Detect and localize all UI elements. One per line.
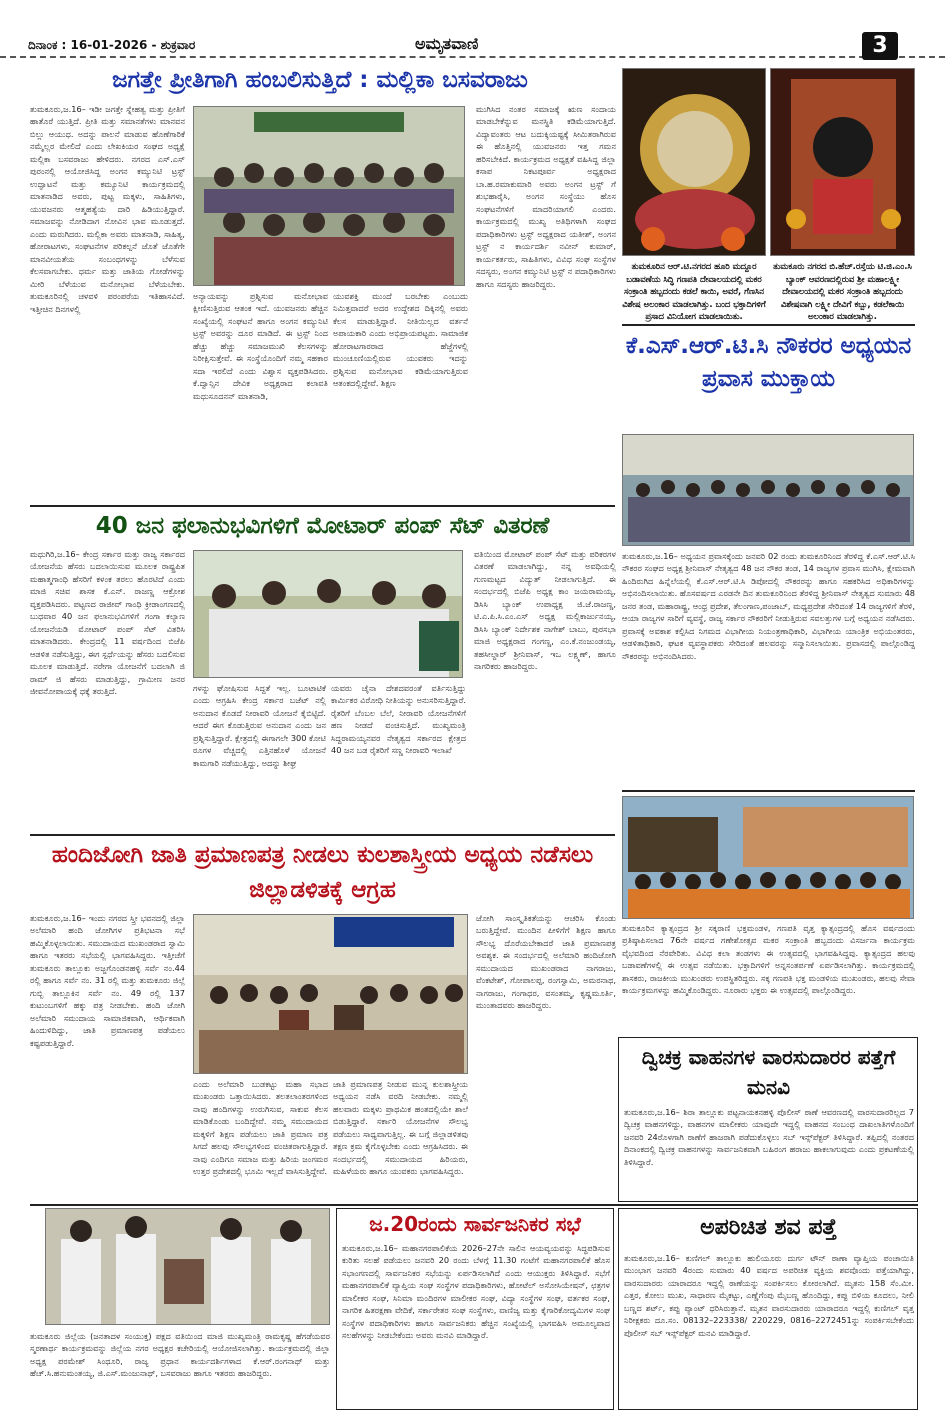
ksrtc-body: ತುಮಕೂರು,ಜ.16– ಅಧ್ಯಯನ ಪ್ರವಾಸಕ್ಕೆಂದು ಜನವರಿ 02 ರಂದು ತುಮಕೂರಿನಿಂದ ತೆರಳಿದ್ದ ಕೆ.ಎಸ್.ಆರ್.ಟಿ.ಸಿ ನೌಕರರ ಸಂಘದ ಅಧ್ಯಕ್ಷ ಶ್ರೀನಿವಾಸ್ ನೇತೃತ್ವದ 48 ಜನ ನೌಕರ ತಂಡ, 14 ರಾಜ್ಯಗಳ ಪ್ರವಾಸ ಮುಗಿಸಿ, ಕ್ಷೇಮವಾಗಿ ಹಿಂದಿರುಗಿದ ಹಿನ್ನೆಲೆಯಲ್ಲಿ ಕೆ.ಎಸ್.ಆರ್.ಟಿ.ಸಿ ಡಿಪೋದಲ್ಲಿ ನೌಕರರನ್ನು ಹಾಗೂ ಸಹಕರಿಸಿದ ಅಧಿಕಾರಿಗಳನ್ನು ಅಭಿನಂದಿಸಲಾಯಿತು. ಹೊಸವರ್ಷದ ಎರಡನೇ ದಿನ ತುಮಕೂರಿನಿಂದ ತೆರಳಿದ್ದ ಶ್ರೀನಿವಾಸ್ ನೇತೃತ್ವದ ಸುಮಾರು 48 ಜನರ ತಂಡ, ಮಹಾರಾಷ್ಟ್ರ, ಆಂಧ್ರ ಪ್ರದೇಶ, ತೆಲಂಗಾಣ,ಪಂಜಾಬ್, ಮಧ್ಯಪ್ರದೇಶ ಸೇರಿದಂತೆ 14 ರಾಜ್ಯಗಳಿಗೆ ತೆರಳಿ, ಆಯಾ ರಾಜ್ಯಗಳ ಸಾರಿಗೆ ವ್ಯವಸ್ಥೆ, ರಾಜ್ಯ ಸರ್ಕಾರ ನೌಕರರಿಗೆ ನೀಡುತ್ತಿರುವ ಸವಲತ್ತುಗಳ ಬಗ್ಗೆ ಅಧ್ಯಯನ ನಡೆಸಿದರು. ಪ್ರವಾಸಕ್ಕೆ ಅವಕಾಶ ಕಲ್ಪಿಸಿದ ನಿಗಮದ ವಿಭಾಗೀಯ ನಿಯಂತ್ರಣಾಧಿಕಾರಿ, ವಿಭಾಗೀಯ ಯಾಂತ್ರಿಕ ಅಭಿಯಂತರರು, ಆಡಳಿತಾಧಿಕಾರಿ, ಘಟಕ ವ್ಯವಸ್ಥಾಪಕರು ಸೇರಿದಂತೆ ಹಲವರನ್ನು ಸನ್ಮಾನಿಸಲಾಯಿತು. ಪ್ರವಾಸದಲ್ಲಿ ಪಾಲ್ಗೊಂಡಿದ್ದ ನೌಕರರನ್ನು ಅಭಿನಂದಿಸಿದರು. <box>622 551 915 661</box>
divider <box>30 834 615 836</box>
vehicle-body: ತುಮಕೂರು,ಜ.16– ಶಿರಾ ತಾಲ್ಲೂಕು ಪಟ್ಟನಾಯಕನಹಳ್ಳಿ ಪೊಲೀಸ್ ಠಾಣೆ ಆವರಣದಲ್ಲಿ ವಾರಸುದಾರರಿಲ್ಲದ 7 ದ್ವಿಚಕ್ರ ವಾಹನಗಳಿದ್ದು, ವಾಹನಗಳ ಮಾಲೀಕರು ಯಾವುದೇ ಇದ್ದಲ್ಲಿ ವಾಹನದ ಸಂಬಂಧ ದಾಖಲಾತಿಗಳೊಂದಿಗೆ ಜನವರಿ 24ರೊಳಗಾಗಿ ಠಾಣೆಗೆ ಹಾಜರಾಗಿ ಪಡೆದುಕೊಳ್ಳಲು ಸಬ್ ಇನ್ಸ್‌ಪೆಕ್ಟರ್ ತಿಳಿಸಿದ್ದಾರೆ. ತಪ್ಪಿದಲ್ಲಿ ನಂತರದ ದಿನಾಂಕದಲ್ಲಿ ದ್ವಿಚಕ್ರ ವಾಹನಗಳನ್ನು ಸಾರ್ವಜನಿಕವಾಗಿ ಬಹಿರಂಗ ಹರಾಜು ಹಾಕಲಾಗುವುದು ಎಂದು ಪ್ರಕಟಣೆಯಲ್ಲಿ ತಿಳಿಸಿದ್ದಾರೆ. <box>624 1107 914 1167</box>
story3-headline: ಹಂದಿಜೋಗಿ ಜಾತಿ ಪ್ರಮಾಣಪತ್ರ ನೀಡಲು ಕುಲಶಾಸ್ತ್ರೀಯ ಅಧ್ಯಯ ನಡೆಸಲು ಜಿಲ್ಲಾಡಳಿತಕ್ಕೆ ಆಗ್ರಹ <box>51 842 594 903</box>
story2-col3: ಗಳನ್ನು ಘೋಷಿಸುವ ಸಿದ್ದತೆ ಇಲ್ಲ. ಬೂಟಾಟಿಕೆ ಎಂದು ಆಗ್ರಹಿಸಿ ಕೇಂದ್ರ ಸರ್ಕಾರ ಬಜೆಟ್ ನಲ್ಲಿ ಅನುದಾನ ಕೊಡದೆ ನೀರಾವರಿ ಯೋಜನೆ ಕೈಬಿಟ್ಟಿದೆ. ಆದರೆ ಈಗ ಕೊಡುತ್ತಿರುವ ಅನುದಾನ ಎಂದು ಜನ ಪ್ರಶ್ನಿಸುತ್ತಿದ್ದಾರೆ. ಕ್ಷೇತ್ರದಲ್ಲಿ ಈಗಾಗಲೇ 300 ಕೋಟಿ ರೂಗಳ ವೆಚ್ಚದಲ್ಲಿ ಎತ್ತಿನಹೊಳೆ ಯೋಜನೆ ಕಾಮಗಾರಿ ನಡೆಯುತ್ತಿದ್ದು, ಅದನ್ನು ಶೀಘ್ರ <box>193 683 326 768</box>
group-photo-icon <box>194 107 465 286</box>
ksrtc-headline: ಕೆ.ಎಸ್.ಆರ್.ಟಿ.ಸಿ ನೌಕರರ ಅಧ್ಯಯನ ಪ್ರವಾಸ ಮುಕ್ತಾಯ <box>625 333 912 393</box>
shava-body: ತುಮಕೂರು,ಜ.16– ಕುಣಿಗಲ್ ತಾಲ್ಲೂಕು ಹುಲಿಯೂರು ದುರ್ಗ ಟೌನ್ ಠಾಣಾ ವ್ಯಾಪ್ತಿಯ ಪಂಚಾಯಿತಿ ಮುಂಭಾಗ ಜನವರಿ 4ರಂದು ಸುಮಾರು 40 ವರ್ಷದ ಅಪರಿಚಿತ ವ್ಯಕ್ತಿಯ ಶವವೊಂದು ಪತ್ತೆಯಾಗಿದ್ದು, ವಾರಸುದಾರರು ಯಾರಾದರೂ ಇದ್ದಲ್ಲಿ ಠಾಣೆಯನ್ನು ಸಂಪರ್ಕಿಸಲು ಕೋರಲಾಗಿದೆ. ಮೃತನು 158 ಸೆಂ.ಮೀ. ಎತ್ತರ, ಕೋಲು ಮುಖ, ಸಾಧಾರಣ ಮೈಕಟ್ಟು, ಎಣ್ಣೆಗೆಂಪು ಮೈಬಣ್ಣ ಹೊಂದಿದ್ದು, ಕಪ್ಪು ಬಿಳಿಯ ಕೂದಲು, ನೀಲಿ ಬಣ್ಣದ ಶರ್ಟ್, ಕಪ್ಪು ಪ್ಯಾಂಟ್ ಧರಿಸಿರುತ್ತಾನೆ. ಮೃತನ ವಾರಸುದಾರರು ಯಾರಾದರೂ ಇದ್ದಲ್ಲಿ ಕುಣಿಗಲ್ ವೃತ್ತ ನಿರೀಕ್ಷಕರು ದೂ.ಸಂ. 08132–223338/ 220229, 0816–2272451ನ್ನು ಸಂಪರ್ಕಿಸಬೇಕೆಂದು ಪೊಲೀಸ್ ಸಬ್ ಇನ್ಸ್‌ಪೆಕ್ಟರ್ ಮನವಿ ಮಾಡಿದ್ದಾರೆ. <box>624 1253 914 1338</box>
ganesha-idol-icon <box>623 69 766 256</box>
story2-col4: ಯವರು ಚೈನಾ ದೇಶದವರಂತೆ ವರ್ತಿಸುತ್ತಿದ್ದು ಕಾರ್ಮಿಕರ ವಿರೋಧಿ ನೀತಿಯನ್ನು ಅನುಸರಿಸುತ್ತಿದ್ದಾರೆ. ರೈತರಿಗೆ ಬೆಂಬಲ ಬೆಲೆ, ನೀರಾವರಿ ಯೋಜನೆಗಳಿಗೆ ಹಣ ನೀಡದೆ ವಂಚಿಸುತ್ತಿದೆ. ಮುಖ್ಯಮಂತ್ರಿ ಸಿದ್ದರಾಮಯ್ಯನವರ ನೇತೃತ್ವದ ಸರ್ಕಾರದ ಕ್ಷೇತ್ರದ 40 ಜನ ಬಡ ರೈತರಿಗೆ ಸಣ್ಣ ನೀರಾವರಿ ಇಲಾಖೆ <box>331 683 466 756</box>
story3-photo <box>193 914 468 1074</box>
community-meeting-icon <box>194 915 468 1074</box>
divider <box>622 790 915 792</box>
story2-col5: ವತಿಯಿಂದ ಮೋಟಾರ್ ಪಂಪ್ ಸೆಟ್ ಮತ್ತು ಪರಿಕರಗಳ ವಿತರಣೆ ಮಾಡಲಾಗಿದ್ದು, ನನ್ನ ಅವಧಿಯಲ್ಲಿ ಗುಣಮಟ್ಟದ ವಿದ್ಯುತ್ ನೀಡಲಾಗುತ್ತಿದೆ. ಈ ಸಂದರ್ಭದಲ್ಲಿ ಬಿಜೆಪಿ ಅಧ್ಯಕ್ಷ ಕಾಂ ಜಯರಾಮಯ್ಯ, ಡಿಸಿಸಿ ಬ್ಯಾಂಕ್ ಉಪಾಧ್ಯಕ್ಷ ಜಿ.ಜೆ.ರಾಜಣ್ಣ, ಟಿ.ಎ.ಪಿ.ಸಿ.ಎಂ.ಎಸ್ ಅಧ್ಯಕ್ಷ ಮಲ್ಲಿಕಾರ್ಜುನಯ್ಯ, ಡಿಸಿಸಿ ಬ್ಯಾಂಕ್ ನಿರ್ದೇಶಕ ನಾಗೇಶ್ ಬಾಬು, ಪುರಸಭಾ ಮಾಜಿ ಅಧ್ಯಕ್ಷರಾದ ಗಂಗಣ್ಣ, ಎಂ.ಕೆ.ನಂಜುಂಡಯ್ಯ, ತಹಸೀಲ್ದಾರ್ ಶ್ರೀನಿವಾಸ್, ಇಒ ಲಕ್ಷ್ಮಣ್, ಹಾಗೂ ನಾಗರಿಕರು ಹಾಜರಿದ್ದರು. <box>474 549 616 672</box>
story3-col3: ಎಂದು ಅಲೆಮಾರಿ ಬುಡಕಟ್ಟು ಮಹಾ ಸಭಾದ ಮುಖಂಡರು ಒತ್ತಾಯಿಸಿದರು. ತಲತಲಾಂತರಗಳಿಂದ ನಾವು ಹಂದಿಗಳನ್ನು ಉರುಗಿಸುವ, ಸಾಕುವ ಕೆಲಸ ಮಾಡಿಕೊಂಡು ಬಂದಿದ್ದೇವೆ. ನಮ್ಮ ಸಮುದಾಯದ ಮಕ್ಕಳಿಗೆ ಶಿಕ್ಷಣ ಪಡೆಯಲು ಜಾತಿ ಪ್ರಮಾಣ ಪತ್ರ ಸಿಗದೆ ಹಲವು ಸೌಲಭ್ಯಗಳಿಂದ ವಂಚಿತರಾಗುತ್ತಿದ್ದಾರೆ. ನಾವು ಎಂದಿಗೂ ಸಮಾಜ ಮತ್ತು ಹಿರಿಯ ಜಂಗಮರ ಉತ್ತರ ಪ್ರದೇಶದಲ್ಲಿ ಭೂಮಿ ಇಲ್ಲದೆ ವಾಸಿಸುತ್ತಿದ್ದೇವೆ. <box>193 1079 328 1177</box>
lakshmi-photo-caption: ತುಮಕೂರು ನಗರದ ಬಿ.ಹೆಚ್.ರಸ್ತೆಯ ಟಿ.ಜಿ.ಎಂ.ಸಿ ಬ್ಯಾಂಕ್ ಆವರಣದಲ್ಲಿರುವ ಶ್ರೀ ಮಹಾಲಕ್ಷ್ಮೀ ದೇವಾಲಯದಲ್ಲಿ ಮಕರ ಸಂಕ್ರಾಂತಿ ಹಬ್ಬದಂದು ವಿಶೇಷವಾಗಿ ಲಕ್ಷ್ಮೀ ದೇವಿಗೆ ಕಬ್ಬು, ಕಡಲೆಕಾಯಿ ಅಲಂಕಾರ ಮಾಡಲಾಗಿತ್ತು. <box>773 261 912 322</box>
story3-col5: ಜೋಗಿ ಸಾಂಸ್ಕೃತಿಕತೆಯನ್ನು ಆಚರಿಸಿ ಕೊಂಡು ಬರುತ್ತಿದ್ದೇವೆ. ಮುಂದಿನ ಪೀಳಿಗೆಗೆ ಶಿಕ್ಷಣ ಹಾಗೂ ಸೌಲಭ್ಯ ದೊರೆಯಬೇಕಾದರೆ ಜಾತಿ ಪ್ರಮಾಣಪತ್ರ ಅವಶ್ಯಕ. ಈ ಸಂದರ್ಭದಲ್ಲಿ ಅಲೆಮಾರಿ ಹಂದಿಜೋಗಿ ಸಮುದಾಯದ ಮುಖಂಡರಾದ ನಾಗರಾಜು, ವೆಂಕಟೇಶ್, ಗೋಪಾಲಪ್ಪ, ರಂಗಸ್ವಾಮಿ, ಅಮರನಾಥ, ನಾಗರಾಜು, ಗಂಗಾಧರ, ವಸಂತಮ್ಮ, ಕೃಷ್ಣಮೂರ್ತಿ, ಮುಂತಾದವರು ಹಾಜರಿದ್ದರು. <box>476 913 616 1011</box>
group-photo-icon <box>623 435 914 546</box>
shava-headline: ಅಪರಿಚಿತ ಶವ ಪತ್ತೆ <box>700 1215 837 1240</box>
procession-caption: ತುಮಕೂರಿನ ಕ್ಯಾತ್ಸಂದ್ರದ ಶ್ರೀ ಸಕ್ಕರಾಣಿ ಭಕ್ತಮಂಡಳ, ಗಣಪತಿ ವೃತ್ತ ಕ್ಯಾತ್ಸಂದ್ರದಲ್ಲಿ ಹೊಸ ವರ್ಷದಂದು ಪ್ರತಿಷ್ಠಾಪಿಸಲಾದ 76ನೇ ವರ್ಷದ ಗಣೇಶೋತ್ಸವ ಮಕರ ಸಂಕ್ರಾಂತಿ ಹಬ್ಬದಂದು ವಿಸರ್ಜನಾ ಕಾರ್ಯಕ್ರಮ ವೈಭವದಿಂದ ನೆರವೇರಿತು. ವಿವಿಧ ಕಲಾ ತಂಡಗಳು ಈ ಉತ್ಸವದಲ್ಲಿ ಭಾಗವಹಿಸಿದ್ದವು. ಕ್ಯಾತ್ಸಂದ್ರದ ಹಲವು ಬಡಾವಣೆಗಳಲ್ಲಿ ಈ ಉತ್ಸವ ನಡೆಯಿತು. ಭಕ್ತಾದಿಗಳಿಗೆ ಅನ್ನಸಂತರ್ಪಣೆ ಏರ್ಪಡಿಸಲಾಗಿತ್ತು. ಕಾರ್ಯಕ್ರಮದಲ್ಲಿ ಶಾಸಕರು, ರಾಜಕೀಯ ಮುಖಂಡರು ಉಪಸ್ಥಿತರಿದ್ದರು. ಸಕ್ಕ ಗಣಪತಿ ಭಕ್ತ ಮಂಡಳಿಯ ಮುಖಂಡರು, ಹಲವು ಸೇವಾ ಕಾರ್ಯಕ್ರಮಗಳನ್ನು ಹಮ್ಮಿಕೊಂಡಿದ್ದರು. ನೂರಾರು ಭಕ್ತರು ಈ ಉತ್ಸವದಲ್ಲಿ ಪಾಲ್ಗೊಂಡಿದ್ದರು. <box>622 923 915 996</box>
story1-col4: ಯುವಶಕ್ತಿ ಮುಂದೆ ಬರಬೇಕು ಎಂಬುದು ನಿಮಿತ್ತವಾದರೆ ಅದರ ಉದ್ದೇಶದ ದಿಕ್ಕಿನಲ್ಲಿ ಅವರು ಕೆಲಸ ಮಾಡುತ್ತಿದ್ದಾರೆ. ನೀತಿಯಿಲ್ಲದ ವರ್ತನೆ ಅಪಾಯಕಾರಿ ಎಂದು ಅಭಿಪ್ರಾಯಪಟ್ಟರು. ಸಾಮಾಜಿಕ ಹೋರಾಟಗಾರರಾದ ಹೆಜ್ಜೆಗಳಲ್ಲಿ ಮುಂಚೂಣಿಯಲ್ಲಿರುವ ಯುವಕರು ಇದನ್ನು ಪ್ರಶ್ನಿಸುವ ಮನೋಭಾವ ಕಡಿಮೆಯಾಗುತ್ತಿರುವ ಆತಂಕದಲ್ಲಿದ್ದೇವೆ. ಶಿಕ್ಷಣ <box>333 291 468 389</box>
story1-col1: ತುಮಕೂರು,ಜ.16– ಇಡೀ ಜಗತ್ತೇ ಸ್ನೇಹತ್ವ ಮತ್ತು ಪ್ರೀತಿಗೆ ಹಾತೊರೆ ಯುತ್ತಿದೆ. ಪ್ರೀತಿ ಮತ್ತು ಸಮಾನತೆಗಳು ಮಾನವನ ಬಿಲ್ಲು ಆಯುಧ. ಅದನ್ನು ಪಾಲನೆ ಮಾಡುವ ಹೊಣೆಗಾರಿಕೆ ನಮ್ಮೆಲ್ಲರ ಮೇಲಿದೆ ಎಂದು ಲೇಖಕಿಯರ ಸಂಘದ ಅಧ್ಯಕ್ಷೆ ಮಲ್ಲಿಕಾ ಬಸವರಾಜು ಹೇಳಿದರು. ನಗರದ ಎಸ್.ಎಸ್ ಪುರಂನಲ್ಲಿ ಆಯೋಜಿಸಿದ್ದ ಅಂಗನ ಕಮ್ಯುನಿಟಿ ಟ್ರಸ್ಟ್ ಉದ್ಘಾಟನೆ ಮತ್ತು ಕಮ್ಯೂನಿಟಿ ಕಾರ್ಯಕ್ರಮದಲ್ಲಿ ಮಾತನಾಡಿದ ಅವರು, ಪುಟ್ಟ ಮಕ್ಕಳು, ಸಾಹಿತಿಗಳು, ಯುವಜನರು ಆತ್ಮಹತ್ಯೆಯ ದಾರಿ ಹಿಡಿಯುತ್ತಿದ್ದಾರೆ. ಸಮಾಜವನ್ನು ನೋಡಿದಾಗ ನೋವಿನ ಭಾವ ಮೂಡುತ್ತದೆ. ಎಂದು ಮರುಗಿದರು. ಮಲ್ಲಿಕಾ ಅವರು ಮಾತನಾಡಿ, ಸಾಹಿತ್ಯ, ಹೋರಾಟಗಳು, ಸಂಘಟನೆಗಳ ಪರಿಕಲ್ಪನೆ ಜೊತೆ ಜೊತೆಗೇ ಮಾನವೀಯತೆಯ ಸಂಬಂಧಗಳನ್ನು ಬೆಳೆಸುವ ಕೆಲಸವಾಗಬೇಕು. ಧರ್ಮ ಮತ್ತು ಜಾತಿಯ ಗೋಡೆಗಳನ್ನು ಮೀರಿ ಬೆಳೆಯುವ ಮನೋಭಾವ ಬೆಳೆಯಬೇಕು. ತುಮಕೂರಿನಲ್ಲಿ ಚಳವಳಿ ಪರಂಪರೆಯ ಇತಿಹಾಸವಿದೆ. ಇತ್ತೀಚಿನ ದಿನಗಳಲ್ಲಿ <box>30 104 185 314</box>
story1-col5: ಮುಗಿಸಿದ ನಂತರ ಸಮಾಜಕ್ಕೆ ಋಣ ಸಂದಾಯ ಮಾಡಬೇಕೆನ್ನುವ ಮನಸ್ಥಿತಿ ಕಡಿಮೆಯಾಗುತ್ತಿದೆ. ವಿದ್ಯಾವಂತರು ಆಟ ಬದುಕ್ಕಿಯಷ್ಟಕ್ಕೆ ಸೀಮಿತರಾಗಿರುವ ಈ ಹೊತ್ತಿನಲ್ಲಿ ಯುವಜನರು ಇತ್ತ ಗಮನ ಹರಿಸಬೇಕಿದೆ. ಕಾರ್ಯಕ್ರಮದ ಅಧ್ಯಕ್ಷತೆ ವಹಿಸಿದ್ದ ಜಿಲ್ಲಾ ಕಸಾಪ ನಿಕಟಪೂರ್ವ ಅಧ್ಯಕ್ಷರಾದ ಬಾ.ಹ.ರಮಾಕುಮಾರಿ ಅವರು ಅಂಗನ ಟ್ರಸ್ಟ್ ಗೆ ಶುಭಹಾರೈಸಿ, ಅಂಗನ ಸಂಸ್ಥೆಯು ಹೊಸ ಸಂಘಟನೆಗಳಿಗೆ ಮಾದರಿಯಾಗಲಿ ಎಂದರು. ಕಾರ್ಯಕ್ರಮದಲ್ಲಿ ಮುಖ್ಯ ಅತಿಥಿಗಳಾಗಿ ಸಂಘದ ಪದಾಧಿಕಾರಿಗಳು ಟ್ರಸ್ಟ್ ಅಧ್ಯಕ್ಷರಾದ ಯತೀಶ್, ಅಂಗನ ಟ್ರಸ್ಟ್ ನ ಕಾರ್ಯದರ್ಶಿ ನವೀನ್ ಕುಮಾರ್, ಕಾರ್ಯಕರ್ತರು, ಸಾಹಿತಿಗಳು, ವಿವಿಧ ಸಂಘ ಸಂಸ್ಥೆಗಳ ಸದಸ್ಯರು, ಅಂಗನ ಕಮ್ಯುನಿಟಿ ಟ್ರಸ್ಟ್ ನ ಪದಾಧಿಕಾರಿಗಳು ಹಾಗೂ ಸದಸ್ಯರು ಹಾಜರಿದ್ದರು. <box>476 104 616 289</box>
divider <box>30 1204 918 1206</box>
page-header <box>0 0 945 58</box>
ganesha-photo-caption: ತುಮಕೂರಿನ ಆರ್.ಟಿ.ನಗರದ ಹೂರಿ ಮದ್ದೂರ ಬಡಾವಣೆಯ ಸಿದ್ಧಿ ಗಣಪತಿ ದೇವಾಲಯದಲ್ಲಿ ಮಕರ ಸಂಕ್ರಾಂತಿ ಹಬ್ಬದಂದು ಕಡಲೆ ಕಾಯಿ, ಅವರೆ, ಗೆಣಸಿನ ವಿಶೇಷ ಅಲಂಕಾರ ಮಾಡಲಾಗಿತ್ತು. ಬಂದ ಭಕ್ತಾದಿಗಳಿಗೆ ಪ್ರಸಾದ ವಿನಿಯೋಗ ಮಾಡಲಾಯಿತು. <box>622 261 766 322</box>
tribute-photo-icon <box>46 1209 330 1325</box>
masthead: ಅಮೃತವಾಣಿ <box>415 34 479 53</box>
sabha-body: ತುಮಕೂರು,ಜ.16– ಮಹಾನಗರಪಾಲಿಕೆಯ 2026–27ನೇ ಸಾಲಿನ ಆಯವ್ಯಯವನ್ನು ಸಿದ್ಧಪಡಿಸುವ ಕುರಿತು ಸಲಹೆ ಪಡೆಯಲು ಜನವರಿ 20 ರಂದು ಬೆಳಗ್ಗೆ 11.30 ಗಂಟೆಗೆ ಮಹಾನಗರಪಾಲಿಕೆ ಹೊಸ ಸಭಾಂಗಣದಲ್ಲಿ ಸಾರ್ವಜನಿಕರ ಸಭೆಯನ್ನು ಏರ್ಪಡಿಸಲಾಗಿದೆ ಎಂದು ಆಯುಕ್ತರು ತಿಳಿಸಿದ್ದಾರೆ. ಸಭೆಗೆ ಮಹಾನಗರಪಾಲಿಕೆ ವ್ಯಾಪ್ತಿಯ ಸಂಘ ಸಂಸ್ಥೆಗಳ ಪದಾಧಿಕಾರಿಗಳು, ಹೋಟೆಲ್ ಅಸೋಸಿಯೇಷನ್, ಛತ್ರಗಳ ಮಾಲೀಕರ ಸಂಘ, ಸಿನಿಮಾ ಮಂದಿರಗಳ ಮಾಲೀಕರ ಸಂಘ, ವಿದ್ಯಾ ಸಂಸ್ಥೆಗಳ ಸಂಘ, ವರ್ತಕರ ಸಂಘ, ನಾಗರಿಕ ಹಿತರಕ್ಷಣಾ ವೇದಿಕೆ, ಸರ್ಕಾರೇತರ ಸಂಘ ಸಂಸ್ಥೆಗಳು, ವಾಣಿಜ್ಯ ಮತ್ತು ಕೈಗಾರಿಕೋದ್ಯಮಿಗಳ ಸಂಘ ಸಂಸ್ಥೆಗಳ ಪದಾಧಿಕಾರಿಗಳು ಹಾಗೂ ಸಾರ್ವಜನಿಕರು ಹೆಚ್ಚಿನ ಸಂಖ್ಯೆಯಲ್ಲಿ ಭಾಗವಹಿಸಿ ಅಮೂಲ್ಯವಾದ ಸಲಹೆಗಳನ್ನು ನೀಡಬೇಕೆಂದು ಅವರು ಮನವಿ ಮಾಡಿದ್ದಾರೆ. <box>342 1243 610 1341</box>
festival-procession-icon <box>623 797 914 919</box>
divider <box>622 324 915 326</box>
ksrtc-photo <box>622 434 914 546</box>
story3-col4: ಜಾತಿ ಪ್ರಮಾಣಪತ್ರ ನೀಡುವ ಮುನ್ನ ಕುಲಶಾಸ್ತ್ರೀಯ ಅಧ್ಯಯನ ನಡೆಸಿ ವರದಿ ನೀಡಬೇಕು. ನಮ್ಮಲ್ಲಿ ಹಲವಾರು ಮಕ್ಕಳು ಪ್ರಾಥಮಿಕ ಹಂತದಲ್ಲಿಯೇ ಶಾಲೆ ಬಿಡುತ್ತಿದ್ದಾರೆ. ಸರ್ಕಾರಿ ಯೋಜನೆಗಳ ಸೌಲಭ್ಯ ಪಡೆಯಲು ಸಾಧ್ಯವಾಗುತ್ತಿಲ್ಲ. ಈ ಬಗ್ಗೆ ಜಿಲ್ಲಾಡಳಿತವು ತಕ್ಷಣ ಕ್ರಮ ಕೈಗೊಳ್ಳಬೇಕು ಎಂದು ಆಗ್ರಹಿಸಿದರು. ಈ ಸಂದರ್ಭದಲ್ಲಿ ಸಮುದಾಯದ ಹಿರಿಯರು, ಮಹಿಳೆಯರು ಹಾಗೂ ಯುವಕರು ಭಾಗವಹಿಸಿದ್ದರು. <box>333 1079 468 1177</box>
story2-headline: 40 ಜನ ಫಲಾನುಭವಿಗಳಿಗೆ ಮೋಟಾರ್ ಪಂಪ್ ಸೆಟ್ ವಿತರಣೆ <box>95 513 550 539</box>
procession-photo <box>622 796 914 919</box>
page-number: 3 <box>862 32 898 60</box>
story2-col1: ಮಧುಗಿರಿ,ಜ.16– ಕೇಂದ್ರ ಸರ್ಕಾರ ಮತ್ತು ರಾಜ್ಯ ಸರ್ಕಾರದ ಯೋಜನೆಯ ಹೆಸರು ಬದಲಾಯಿಸುವ ಮೂಲಕ ರಾಷ್ಟ್ರಪಿತ ಮಹಾತ್ಮಗಾಂಧಿ ಹೆಸರಿಗೆ ಕಳಂಕ ತರಲು ಹೊರಟಿದೆ ಎಂದು ಮಾಜಿ ಸಚಿವ ಶಾಸಕ ಕೆ.ಎನ್. ರಾಜಣ್ಣ ಆಕ್ರೋಶ ವ್ಯಕ್ತಪಡಿಸಿದರು. ಪಟ್ಟಣದ ರಾಜೀವ್ ಗಾಂಧಿ ಕ್ರೀಡಾಂಗಣದಲ್ಲಿ ಬುಧವಾರ 40 ಜನ ಫಲಾನುಭವಿಗಳಿಗೆ ಗಂಗಾ ಕಲ್ಯಾಣ ಯೋಜನೆಯಡಿ ಮೋಟಾರ್ ಪಂಪ್ ಸೆಟ್ ವಿತರಿಸಿ ಮಾತನಾಡಿದರು. ಕೇಂದ್ರದಲ್ಲಿ 11 ವರ್ಷದಿಂದ ಬಿಜೆಪಿ ಆಡಳಿತ ನಡೆಸುತ್ತಿದ್ದು, ಈಗ ಸ್ಪರ್ಧೆಯನ್ನು ಹೆಸರು ಬದಲಿಸುವ ಮೂಲಕ ಮಾಡುತ್ತಿದೆ. ನರೇಗಾ ಯೋಜನೆಗೆ ಬದಲಾಗಿ ಜಿ ರಾಮ್ ಜಿ ಹೆಸರು ಮಾಡುತ್ತಿದ್ದು, ಗ್ರಾಮೀಣ ಜನರ ಜೀವನೋಪಾಯಕ್ಕೆ ಧಕ್ಕೆ ತರುತ್ತಿದೆ. <box>30 549 185 697</box>
story3-col1: ತುಮಕೂರು,ಜ.16– ಇಂದು ನಗರದ ಸ್ತ್ರೀ ಭವನದಲ್ಲಿ ಜಿಲ್ಲಾ ಅಲೆಮಾರಿ ಹಂದಿ ಜೋಗಿಗಳ ಪ್ರತಿಭಟನಾ ಸಭೆ ಹಮ್ಮಿಕೊಳ್ಳಲಾಯಿತು. ಸಮುದಾಯದ ಮುಖಂಡರಾದ ಸ್ವಾಮಿ ಹಾಗೂ ಇತರರು ಸಭೆಯಲ್ಲಿ ಭಾಗವಹಿಸಿದ್ದರು. ಇತ್ತೀಚೆಗೆ ತುಮಕೂರು ತಾಲ್ಲೂಕು ಅಜ್ಜಗೊಂಡನಹಳ್ಳಿ ಸರ್ವೆ ನಂ.44 ರಲ್ಲಿ ಹಾಗೂ ಸರ್ವೆ ನಂ. 31 ರಲ್ಲಿ ಮತ್ತು ತುಮಕೂರು ಜಿಲ್ಲೆ ಗುಬ್ಬಿ ತಾಲ್ಲೂಕಿನ ಸರ್ವೆ ನಂ. 49 ರಲ್ಲಿ 137 ಕುಟುಂಬಗಳಿಗೆ ಹಕ್ಕು ಪತ್ರ ನೀಡಬೇಕು. ಹಂದಿ ಜೋಗಿ ಅಲೆಮಾರಿ ಸಮುದಾಯ ಸಾಮಾಜಿಕವಾಗಿ, ಆರ್ಥಿಕವಾಗಿ ಹಿಂದುಳಿದಿದ್ದು, ಜಾತಿ ಪ್ರಮಾಣಪತ್ರ ಪಡೆಯಲು ಕಷ್ಟಪಡುತ್ತಿದ್ದಾರೆ. <box>30 913 185 1048</box>
lakshmi-temple-photo <box>770 68 915 256</box>
pump-distribution-icon <box>194 551 463 678</box>
ganesha-temple-photo <box>622 68 766 256</box>
issue-date: ದಿನಾಂಕ : 16-01-2026 - ಶುಕ್ರವಾರ <box>28 38 196 52</box>
vehicle-headline: ದ್ವಿಚಕ್ರ ವಾಹನಗಳ ವಾರಸುದಾರರ ಪತ್ತೆಗೆ ಮನವಿ <box>641 1045 896 1099</box>
story1-photo <box>193 106 465 286</box>
sabha-headline: ಜ.20ರಂದು ಸಾರ್ವಜನಿಕರ ಸಭೆ <box>369 1212 581 1236</box>
story1-headline: ಜಗತ್ತೇ ಪ್ರೀತಿಗಾಗಿ ಹಂಬಲಿಸುತ್ತಿದೆ : ಮಲ್ಲಿಕಾ ಬಸವರಾಜು <box>112 67 528 93</box>
story2-photo <box>193 550 463 678</box>
story1-col3: ಅನ್ಯಾಯವನ್ನು ಪ್ರಶ್ನಿಸುವ ಮನೋಭಾವ ಕ್ಷೀಣಿಸುತ್ತಿರುವ ಆತಂಕ ಇದೆ. ಯುವಜನರು ಹೆಚ್ಚಿನ ಸಂಖ್ಯೆಯಲ್ಲಿ ಸಂಘಟನೆ ಹಾಗೂ ಅಂಗನ ಕಮ್ಯುನಿಟಿ ಟ್ರಸ್ಟ್ ಅವರನ್ನು ದೂರ ಮಾಡಿದೆ. ಈ ಟ್ರಸ್ಟ್ ನಿಂದ ಹೆಚ್ಚು ಹೆಚ್ಚು ಸಮಾಜಮುಖಿ ಕೆಲಸಗಳನ್ನು ನಿರೀಕ್ಷಿಸುತ್ತೇವೆ. ಈ ಸಂಸ್ಥೆಯೊಂದಿಗೆ ನಮ್ಮ ಸಹಕಾರ ಸದಾ ಇರಲಿದೆ ಎಂದು ವಿಶ್ವಾಸ ವ್ಯಕ್ತಪಡಿಸಿದರು. ಕೆ.ದ್ವಾನ್ಸಿನ ದೇವಿಕ ಅಧ್ಯಕ್ಷರಾದ ಕಲಾವತಿ ಮಧುಸೂದನನ್ ಮಾತನಾಡಿ, <box>193 291 328 401</box>
hegde-tribute-photo <box>45 1208 330 1325</box>
hegde-tribute-caption: ತುಮಕೂರು ಜಿಲ್ಲೆಯ (ಜನತಾದಳ ಸಂಯುಕ್ತ) ಪಕ್ಷದ ವತಿಯಿಂದ ಮಾಜಿ ಮುಖ್ಯಮಂತ್ರಿ ರಾಮಕೃಷ್ಣ ಹೆಗಡೆಯವರ ಸ್ಮರಣಾರ್ಥ ಕಾರ್ಯಕ್ರಮವನ್ನು ಜಿಲ್ಲೆಯ ನಗರ ಅಧ್ಯಕ್ಷರ ಕಚೇರಿಯಲ್ಲಿ ಆಯೋಜಿಸಲಾಗಿತ್ತು. ಕಾರ್ಯಕ್ರಮದಲ್ಲಿ ಜಿಲ್ಲಾ ಅಧ್ಯಕ್ಷ ಪರಮೇಶ್ ಸಿಂಧೂರಿ, ರಾಜ್ಯ ಪ್ರಧಾನ ಕಾರ್ಯದರ್ಶಿಗಳಾದ ಕೆ.ಆರ್.ರಂಗನಾಥ್ ಮತ್ತು ಹೆಚ್.ಸಿ.ಹನುಮಂತಯ್ಯ, ಜಿ.ಎಸ್.ಮಂಜುನಾಥ್, ಬಸವರಾಜು ಹಾಗೂ ಇತರರು ಹಾಜರಿದ್ದರು. <box>30 1331 330 1379</box>
lakshmi-idol-icon <box>771 69 915 256</box>
divider <box>30 505 615 507</box>
